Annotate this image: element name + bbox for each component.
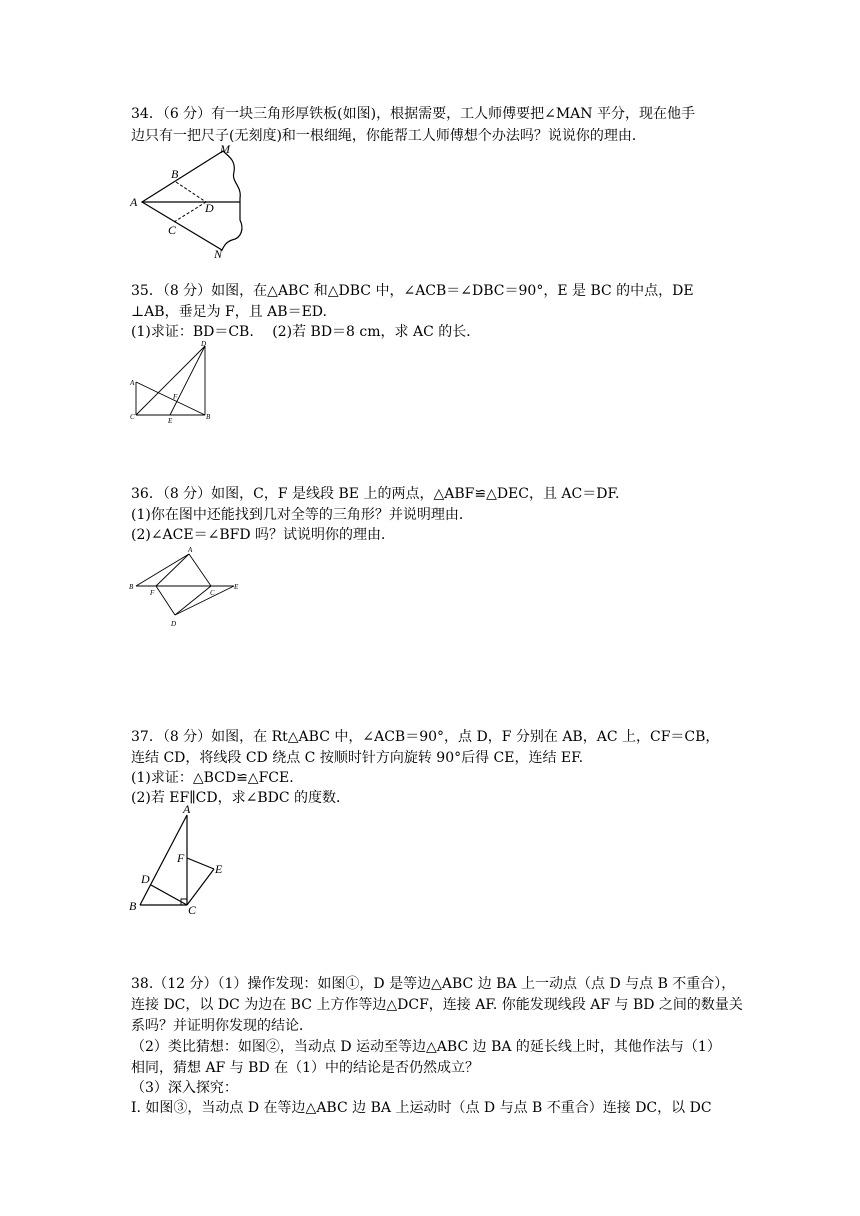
q36-label-a: A [188,546,193,554]
q34-line-1: 34．（6 分）有一块三角形厚铁板(如图)，根据需要，工人师傅要把∠MAN 平分，现在他手 [131,106,695,122]
q36-label-e: E [234,583,239,591]
q34-label-m: M [220,142,230,156]
q35-label-d: D [201,340,207,348]
q37-label-f: F [177,851,185,865]
q36-label-f: F [150,589,155,597]
q35-label-c: C [130,413,135,421]
q37-label-d: D [141,872,150,886]
q38-line-5: 相同，猜想 AF 与 BD 在（1）中的结论是否仍然成立？ [131,1060,480,1076]
q34-label-d: D [205,201,214,215]
q37-figure [126,803,236,918]
q38-line-4: （2）类比猜想：如图②，当动点 D 运动至等边△ABC 边 BA 的延长线上时，其他作法与（1） [131,1039,721,1055]
q34-label-n: N [214,247,223,261]
q35-line-3: (1)求证：BD＝CB. (2)若 BD＝8 cm，求 AC 的长． [131,324,481,340]
q34-label-b: B [171,167,179,181]
q36-label-d: D [171,620,177,627]
q35-line-2: ⊥AB，垂足为 F，且 AB＝ED. [131,304,327,320]
q37-line-2: 连结 CD，将线段 CD 绕点 C 按顺时针方向旋转 90°后得 CE，连结 EF. [131,750,584,766]
q38-line-6: （3）深入探究： [131,1080,238,1096]
q37-label-e: E [215,862,223,876]
q37-label-c: C [188,903,197,917]
q38-line-3: 系吗？并证明你发现的结论． [131,1018,313,1034]
q37-line-1: 37．（8 分）如图，在 Rt△ABC 中，∠ACB＝90°，点 D，F 分别在 AB，AC 上，CF＝CB， [131,729,720,745]
q36-line-3: (2)∠ACE＝∠BFD 吗？试说明你的理由． [131,527,396,543]
q37-line-4: (2)若 EF∥CD，求∠BDC 的度数． [131,790,351,806]
q35-label-e: E [168,417,173,425]
q36-label-c: C [210,589,215,597]
q36-line-2: (1)你在图中还能找到几对全等的三角形？并说明理由． [131,507,473,523]
q36-label-b: B [129,583,134,591]
q38-line-7: Ⅰ. 如图③，当动点 D 在等边△ABC 边 BA 上运动时（点 D 与点 B 不重合）连接 DC，以 DC [131,1100,712,1116]
q38-line-1: 38.（12 分）（1）操作发现：如图①，D 是等边△ABC 边 BA 上一动点（点 D 与点 B 不重合）， [131,976,736,992]
q37-label-a: A [183,803,191,816]
q36-line-1: 36．（8 分）如图，C，F 是线段 BE 上的两点，△ABF≌△DEC，且 AC＝DF. [131,486,620,502]
q35-line-1: 35．（8 分）如图，在△ABC 和△DBC 中，∠ACB＝∠DBC＝90°，E 是 BC 的中点，DE [131,283,694,299]
q34-line-2: 边只有一把尺子(无刻度)和一根细绳，你能帮工人师傅想个办法吗？说说你的理由． [131,128,646,144]
q37-line-3: (1)求证：△BCD≌△FCE. [131,770,294,786]
q34-label-c: C [168,223,177,237]
q35-label-b: B [206,413,211,421]
q38-line-2: 连接 DC，以 DC 为边在 BC 上方作等边△DCF，连接 AF. 你能发现线段 AF 与 BD 之间的数量关 [131,997,743,1013]
q35-figure [128,340,218,425]
q34-label-a: A [130,195,138,209]
q37-label-b: B [129,899,137,913]
q35-label-f: F [173,393,178,401]
q34-figure [128,142,258,262]
q36-figure [128,542,248,627]
q35-label-a: A [130,379,135,387]
